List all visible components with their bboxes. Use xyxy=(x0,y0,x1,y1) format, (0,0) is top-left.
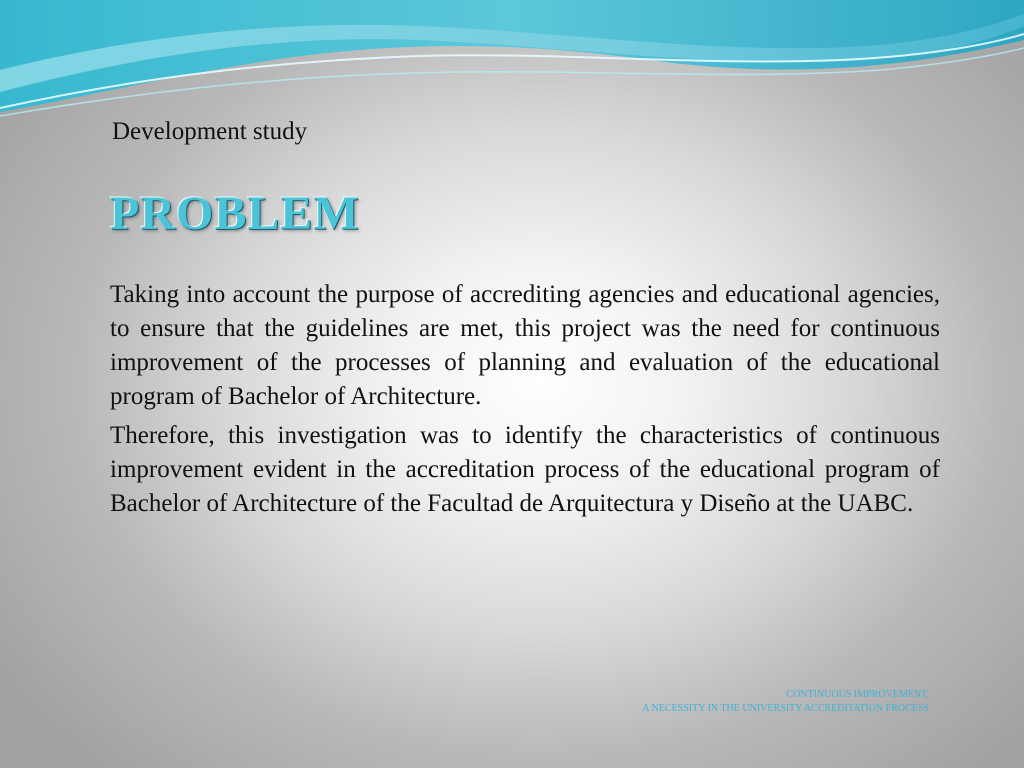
footer-line: CONTINUOUS IMPROVEMENT, xyxy=(786,689,929,700)
slide-footer xyxy=(642,688,929,716)
slide-subtitle: Development study xyxy=(112,118,308,145)
slide-title: PROBLEM xyxy=(110,187,360,240)
slide-body xyxy=(110,278,940,526)
body-paragraph: Taking into account the purpose of accrediting agencies and educational agencies, to ensure that the guidelines are met, this project was the need for continuous improvement of the processes of planning and evaluation of the educational program of Bachelor of Architecture. xyxy=(110,281,940,410)
decorative-wave-banner xyxy=(0,0,1024,130)
footer-line: A NECESSITY IN THE UNIVERSITY ACCREDITATION PROCESS xyxy=(642,703,929,714)
body-paragraph: Therefore, this investigation was to identify the characteristics of continuous improvement evident in the accreditation process of the educational program of Bachelor of Architecture of the Facultad de Arquitectura y Diseño at the UABC. xyxy=(110,422,940,517)
